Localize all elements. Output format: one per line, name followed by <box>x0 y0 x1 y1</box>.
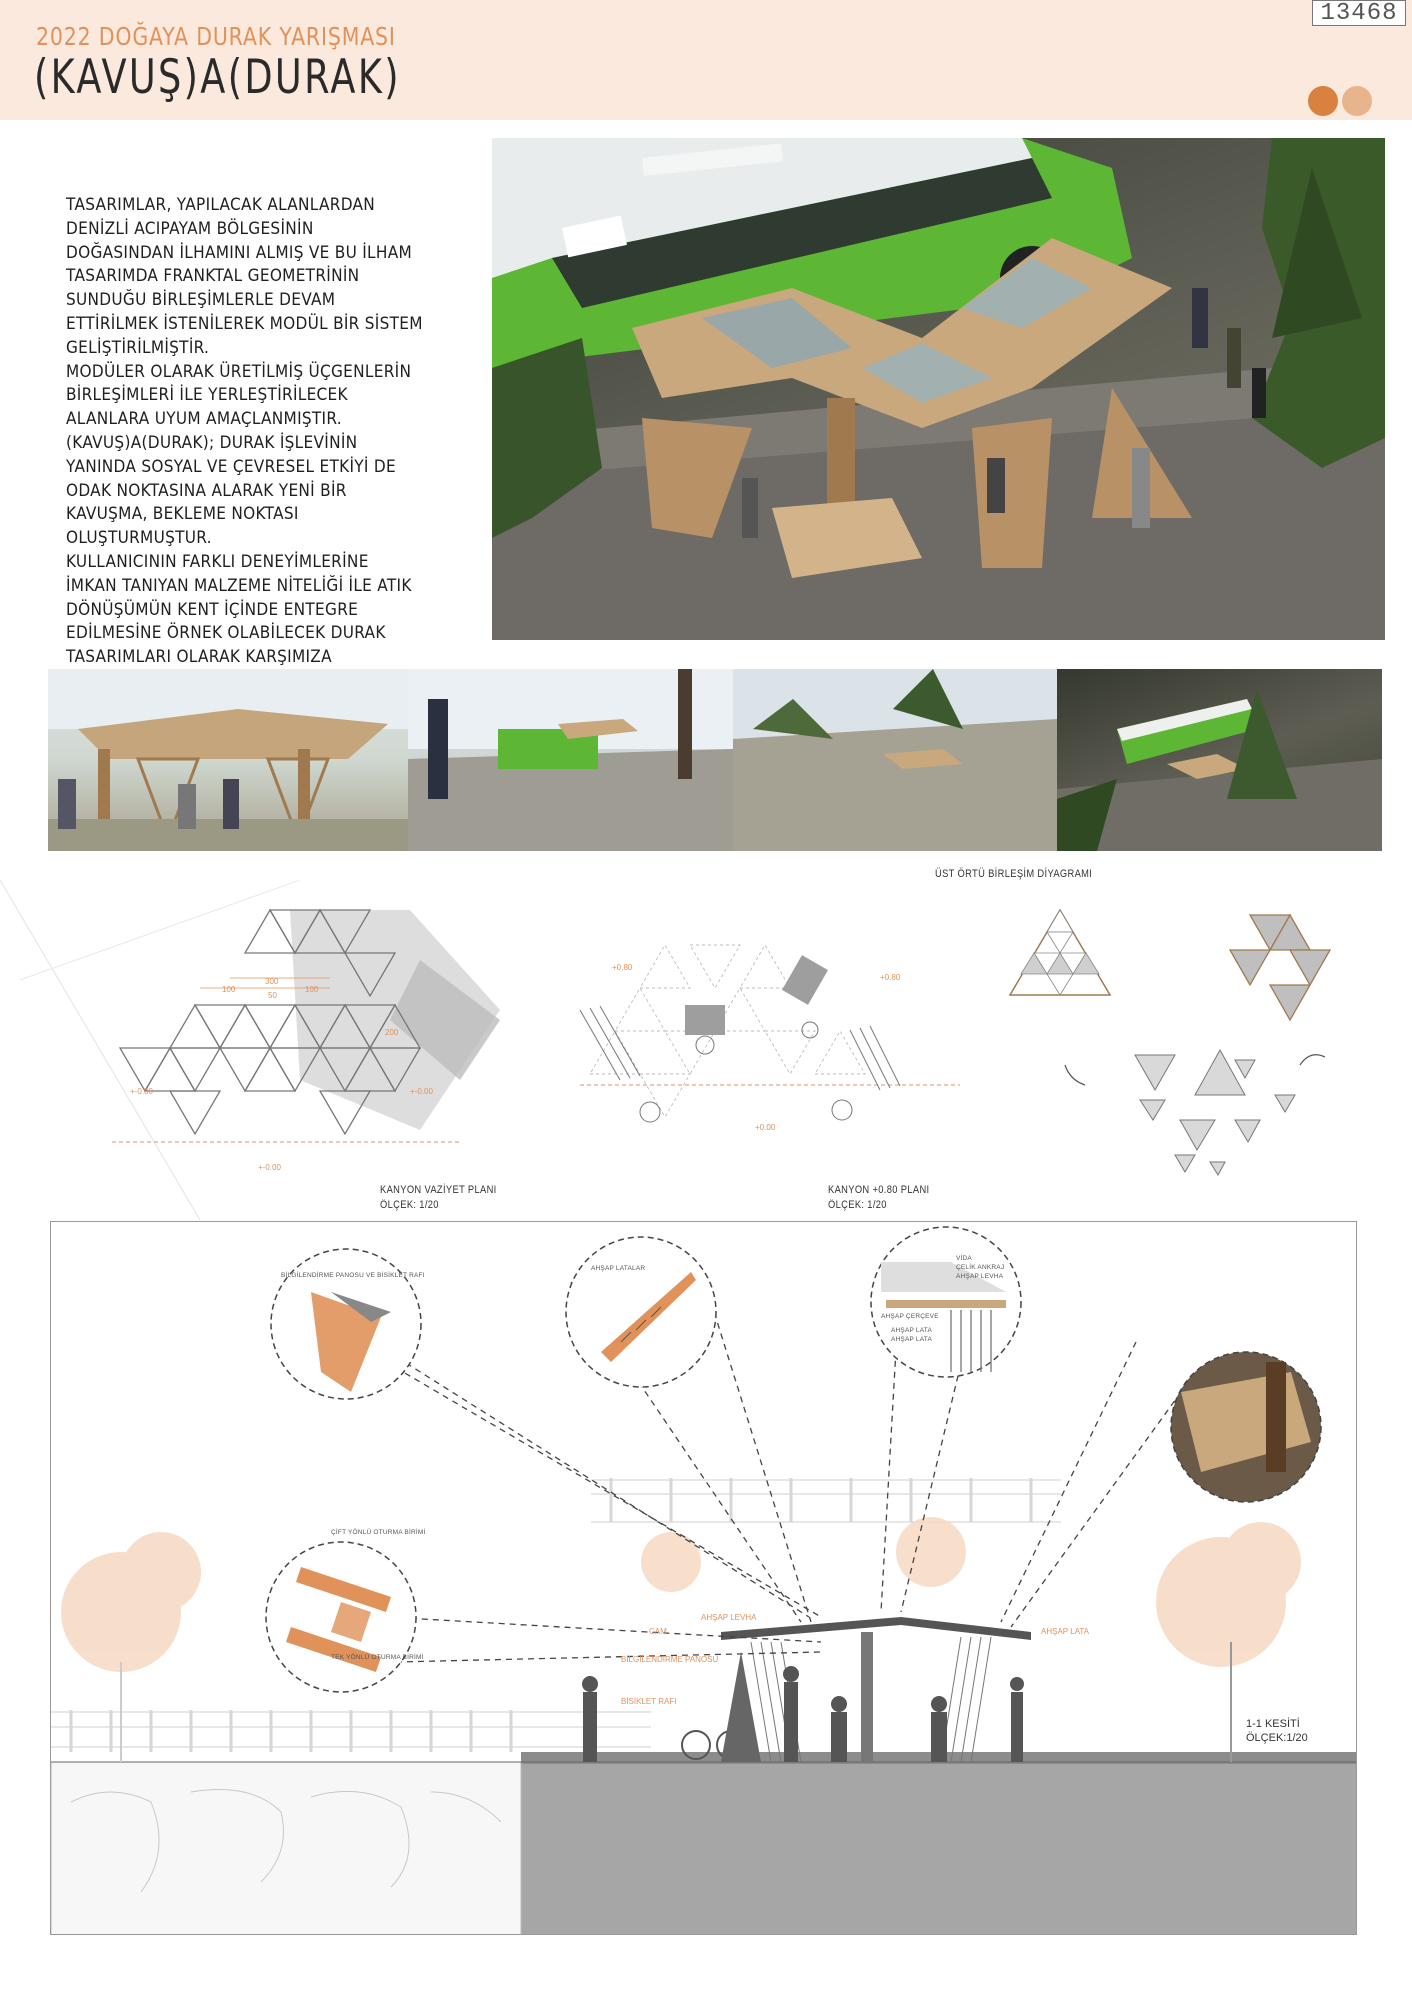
main-render-image <box>492 138 1385 640</box>
level-tag: +-0.00 <box>258 1163 281 1172</box>
roof-diagram-title: ÜST ÖRTÜ BİRLEŞİM DİYAGRAMI <box>935 868 1093 880</box>
competition-title: 2022 DOĞAYA DURAK YARIŞMASI <box>36 22 396 51</box>
render-thumbnail <box>48 669 408 851</box>
callout-text: ÇELİK ANKRAJ <box>956 1264 1005 1271</box>
callout-seating <box>266 1542 416 1692</box>
level-tag: +0.00 <box>755 1123 776 1132</box>
callout-text: AHŞAP LATA <box>891 1327 933 1334</box>
callout-text: BİLGİLENDİRME PANOSU VE BİSİKLET RAFI <box>281 1272 425 1279</box>
render-thumbnail-strip <box>48 669 1382 851</box>
section-label: BİSİKLET RAFI <box>621 1697 677 1706</box>
section-label: AHŞAP LEVHA <box>701 1613 757 1622</box>
site-plan-title: KANYON VAZİYET PLANI <box>380 1184 497 1196</box>
project-description <box>66 193 423 693</box>
callout-text: ÇİFT YÖNLÜ OTURMA BİRİMİ <box>331 1529 426 1536</box>
section-label: AHŞAP LATA <box>1041 1627 1090 1636</box>
callout-text: TEK YÖNLÜ OTURMA BİRİMİ <box>331 1654 424 1661</box>
callout-detail-render <box>1171 1352 1321 1502</box>
render-thumbnail <box>1057 669 1382 851</box>
dimension-label: 300 <box>265 977 279 986</box>
section-label: BİLGİLENDİRME PANOSU <box>621 1655 719 1664</box>
dimension-label: 50 <box>268 991 277 1000</box>
callout-roof-joint <box>871 1227 1021 1377</box>
level-tag: +0.80 <box>880 973 901 982</box>
section-scale: ÖLÇEK:1/20 <box>1246 1732 1308 1744</box>
render-thumbnail <box>733 669 1057 851</box>
description-paragraph: (KAVUŞ)A(DURAK); DURAK İŞLEVİNİN YANINDA SOSYAL VE ÇEVRESEL ETKİYİ DE ODAK NOKTASINA ALARAK YENİ BİR KAVUŞMA, BEKLEME NOKTASI OLUŞTURMUŞTUR. <box>66 432 396 548</box>
level-tag: +-0.00 <box>410 1087 433 1096</box>
section-label: CAM <box>649 1627 667 1636</box>
accent-dot-light <box>1342 86 1372 116</box>
plan-080-title: KANYON +0.80 PLANI <box>828 1184 930 1196</box>
roof-module-diagram <box>1010 910 1330 1175</box>
callout-wood-slats <box>566 1237 716 1387</box>
level-tag: +-0.00 <box>130 1087 153 1096</box>
callout-text: AHŞAP ÇERÇEVE <box>881 1313 939 1320</box>
callout-text: AHŞAP LEVHA <box>956 1273 1004 1280</box>
callout-text: AHŞAP LATALAR <box>591 1265 646 1272</box>
site-plan-drawing <box>112 910 500 1172</box>
plan-080-drawing <box>580 945 960 1132</box>
accent-dot-dark <box>1308 86 1338 116</box>
plan-diagrams <box>0 880 1412 1220</box>
site-plan-scale: ÖLÇEK: 1/20 <box>380 1199 439 1211</box>
dimension-label: 200 <box>385 1028 399 1037</box>
plan-080-scale: ÖLÇEK: 1/20 <box>828 1199 887 1211</box>
description-paragraph: MODÜLER OLARAK ÜRETİLMİŞ ÜÇGENLERİN BİRLEŞİMLERİ İLE YERLEŞTİRİLECEK ALANLARA UYUM AMAÇLANMIŞTIR. <box>66 361 412 429</box>
description-paragraph: KULLANICININ FARKLI DENEYİMLERİNE İMKAN TANIYAN MALZEME NİTELİĞİ İLE ATIK DÖNÜŞÜMÜN KENT İÇİNDE ENTEGRE EDİLMESİNE ÖRNEK OLABİLECEK DURAK TASARIMLARI OLARAK KARŞIMIZA <box>66 551 412 667</box>
callout-text: VİDA <box>956 1255 972 1262</box>
dimension-label: 100 <box>305 985 319 994</box>
render-thumbnail <box>408 669 733 851</box>
dimension-label: 100 <box>222 985 236 994</box>
section-title: 1-1 KESİTİ <box>1246 1718 1300 1730</box>
section-drawing <box>50 1221 1357 1935</box>
project-title: (KAVUŞ)A(DURAK) <box>34 50 401 105</box>
sheet-number: 13468 <box>1312 0 1406 26</box>
level-tag: +0.80 <box>612 963 633 972</box>
callout-text: AHŞAP LATA <box>891 1336 933 1343</box>
description-paragraph: TASARIMLAR, YAPILACAK ALANLARDAN DENİZLİ ACIPAYAM BÖLGESİNİN DOĞASINDAN İLHAMINI ALMIŞ VE BU İLHAM TASARIMDA FRANKTAL GEOMETRİNİN SUNDUĞU BİRLEŞİMLERLE DEVAM ETTİRİLMEK İSTENİLEREK MODÜL BİR SİSTEM GELİŞTİRİLMİŞTİR. <box>66 195 423 357</box>
